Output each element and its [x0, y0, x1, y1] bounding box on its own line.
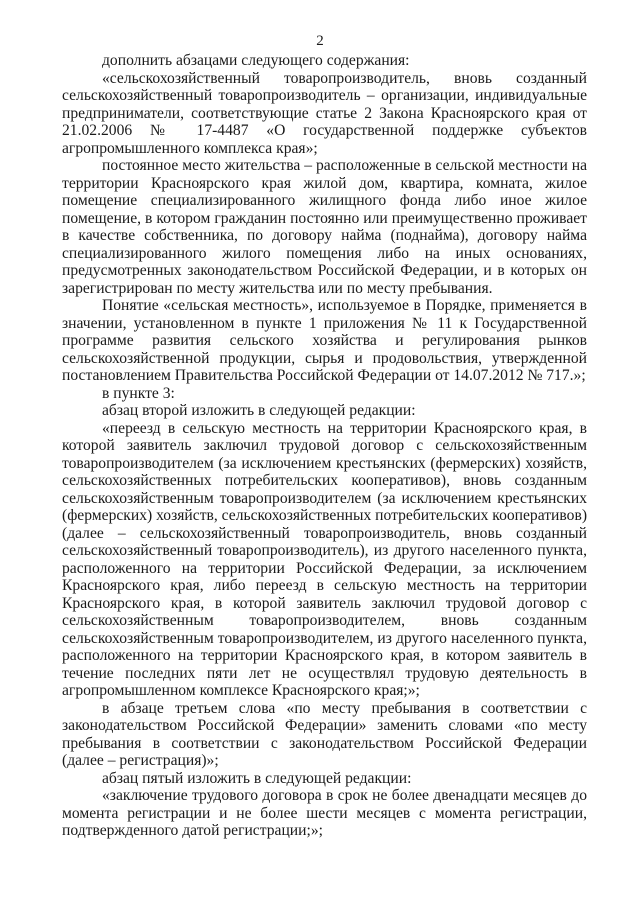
paragraph-fifth-abzac-intro: абзац пятый изложить в следующей редакции:: [102, 769, 412, 787]
paragraph-producer-definition: «сельскохозяйственный товаропроизводитель, вновь созданный сельскохозяйственный товаропроизводитель – организации, индивидуальные предприниматели, соответствующие статье 2 Закона Красноярского края от 21.02.2006 № 17-4487 «О государственной поддержке субъектов агропромышленного комплекса края»;: [62, 69, 587, 157]
paragraph-relocation: «переезд в сельскую местность на территории Красноярского края, в которой заявитель заключил трудовой договор с сельскохозяйственным товаропроизводителем (за исключением крестьянских (фермерских) хозяйств, сельскохозяйственных потребительских кооперативов), вновь созданным сельскохозяйственным товаропроизводителем (за исключением крестьянских (фермерских) хозяйств, сельскохозяйственных потребительских кооперативов) (далее – сельскохозяйственный товаропроизводитель, вновь созданный сельскохозяйственный товаропроизводитель), из другого населенного пункта, расположенного на территории Российской Федерации, за исключением Красноярского края, либо переезд в сельскую местность на территории Красноярского края, в которой заявитель заключил трудовой договор с сельскохозяйственным товаропроизводителем, вновь созданным сельскохозяйственным товаропроизводителем, из другого населенного пункта, расположенного на территории Красноярского края, в котором заявитель в течение последних пяти лет не осуществлял трудовую деятельность в агропромышленном комплексе Красноярского края;»;: [62, 419, 588, 699]
page-number: 2: [316, 33, 324, 49]
document-body: [62, 52, 587, 840]
paragraph-item-3: в пункте 3:: [102, 384, 175, 402]
paragraph-third-abzac: в абзаце третьем слова «по месту пребывания в соответствии с законодательством Российской Федерации» заменить словами «по месту пребывания в соответствии с законодательством Российской Федерации (далее – регистрация)»;: [62, 699, 587, 769]
paragraph-residence-definition: постоянное место жительства – расположенные в сельской местности на территории Красноярского края жилой дом, квартира, комната, жилое помещение специализированного жилищного фонда либо иное жилое помещение, в котором гражданин постоянно или преимущественно проживает в качестве собственника, по договору найма (поднайма), договору найма специализированного жилого помещения либо на иных основаниях, предусмотренных законодательством Российской Федерации, и в которых он зарегистрирован по месту жительства или по месту пребывания.: [62, 157, 587, 297]
paragraph-intro: дополнить абзацами следующего содержания:: [102, 52, 410, 69]
paragraph-labor-contract: «заключение трудового договора в срок не более двенадцати месяцев до момента регистрации и не более шести месяцев с момента регистрации, подтвержденного датой регистрации;»;: [62, 787, 587, 839]
paragraph-second-abzac-intro: абзац второй изложить в следующей редакции:: [102, 402, 416, 419]
paragraph-rural-area-definition: Понятие «сельская местность», используемое в Порядке, применяется в значении, установленном в пункте 1 приложения № 11 к Государственной программе развития сельского хозяйства и регулирования рынков сельскохозяйственной продукции, сырья и продовольствия, утвержденной постановлением Правительства Российской Федерации от 14.07.2012 № 717.»;: [62, 297, 587, 384]
